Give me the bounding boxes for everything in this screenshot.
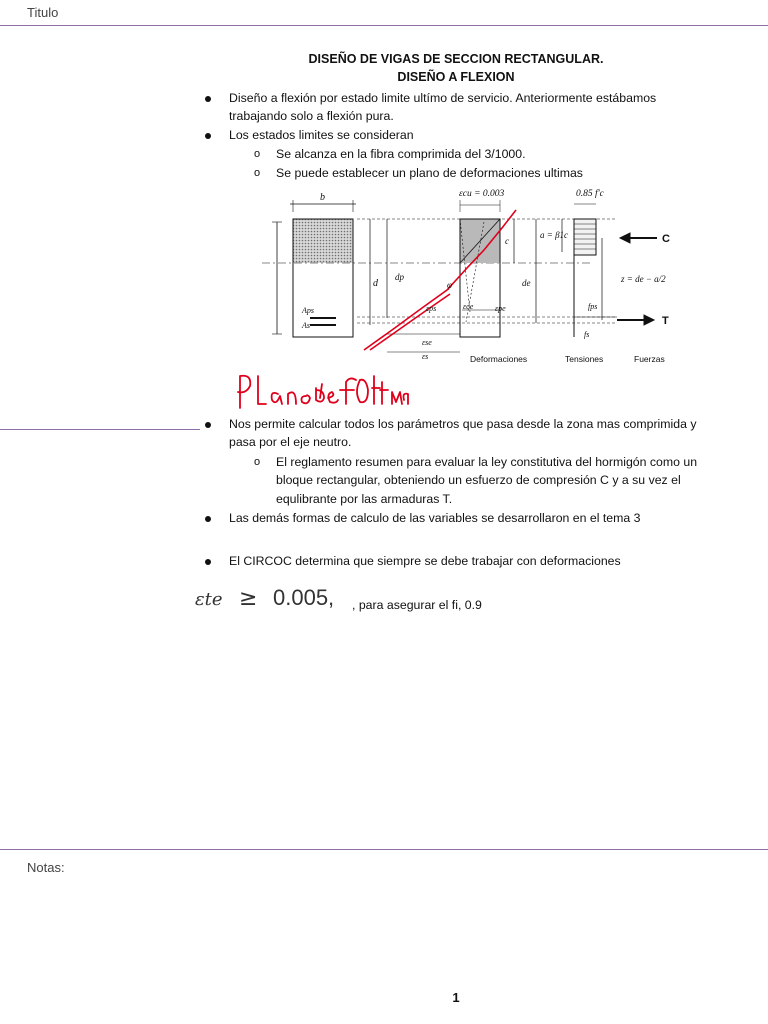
bullet-dot xyxy=(205,96,211,102)
sub-bullet-marker: o xyxy=(254,148,261,160)
page-number: 1 xyxy=(452,990,460,1005)
caption-fuerzas: Fuerzas xyxy=(634,354,665,364)
label-de: de xyxy=(522,278,531,288)
doc-subtitle: DISEÑO A FLEXION xyxy=(397,70,515,84)
sub-bullet-marker: o xyxy=(254,167,261,179)
label-aps: Aps xyxy=(302,306,314,315)
label-phi: φ xyxy=(447,280,452,290)
label-a: a = β1c xyxy=(540,230,569,240)
label-eps-pe: εpe xyxy=(495,304,506,313)
label-eps-s: εs xyxy=(422,352,429,361)
mid-rule xyxy=(0,429,200,430)
formula-symbol: εte xyxy=(195,589,223,610)
sub3-line1: El reglamento resumen para evaluar la ley constitutiva del hormigón como un xyxy=(276,455,698,469)
bullet4-text: Las demás formas de calculo de las variables se desarrollaron en el tema 3 xyxy=(229,511,641,525)
label-eps-ce: εce xyxy=(463,302,474,311)
header-label: Titulo xyxy=(27,5,59,20)
sub3-line3: equlibrante por las armaduras T. xyxy=(276,492,453,506)
bullet3-line1: Nos permite calcular todos los parámetros que pasa desde la zona mas comprimida y xyxy=(229,417,697,431)
label-fps: fps xyxy=(588,302,598,311)
label-c: c xyxy=(505,236,509,246)
bullet-dot xyxy=(205,559,211,565)
handwriting-text: Plano de f Ultima xyxy=(236,409,252,411)
bullet5-text: El CIRCOC determina que siempre se debe trabajar con deformaciones xyxy=(229,554,621,568)
bullet-dot xyxy=(205,133,211,139)
header-rule xyxy=(0,25,768,26)
label-b: b xyxy=(320,192,325,203)
label-T: T xyxy=(662,315,669,327)
formula-ge: ≥ xyxy=(239,586,258,611)
sub2-text: Se puede establecer un plano de deformaciones ultimas xyxy=(276,166,583,180)
label-fc: 0.85 f'c xyxy=(576,189,604,199)
notes-rule xyxy=(0,849,768,850)
notes-label: Notas: xyxy=(27,860,65,875)
formula-text: , para asegurar el fi, 0.9 xyxy=(352,598,482,612)
caption-deformaciones: Deformaciones xyxy=(470,354,528,364)
label-dp: dp xyxy=(395,272,404,282)
doc-title: DISEÑO DE VIGAS DE SECCION RECTANGULAR. xyxy=(308,52,604,66)
label-eps-se: εse xyxy=(422,338,432,347)
label-eps-ps: εps xyxy=(426,304,437,313)
bullet1-line1: Diseño a flexión por estado limite ultímo de servicio. Anteriormente estábamos xyxy=(229,91,657,105)
sub-bullet-marker: o xyxy=(254,456,261,468)
strain-formula-image xyxy=(193,577,353,617)
formula-value: 0.005, xyxy=(273,585,335,610)
caption-tensiones: Tensiones xyxy=(565,354,604,364)
label-fs: fs xyxy=(584,330,590,339)
label-C: C xyxy=(662,233,670,245)
label-as: As xyxy=(302,321,310,330)
sub1-text: Se alcanza en la fibra comprimida del 3/1000. xyxy=(276,147,526,161)
label-z: z = de − a/2 xyxy=(621,274,666,284)
label-d: d xyxy=(373,278,378,289)
stress-block xyxy=(574,204,617,337)
bullet-dot xyxy=(205,422,211,428)
label-ecu: εcu = 0.003 xyxy=(459,189,505,199)
bullet2-text: Los estados limites se consideran xyxy=(229,128,414,142)
bullet-dot xyxy=(205,516,211,522)
beam-section xyxy=(272,200,356,337)
flexure-strain-stress-diagram xyxy=(262,182,682,367)
sub3-line2: bloque rectangular, obteniendo un esfuerzo de compresión C y a su vez el xyxy=(276,473,681,487)
diagram-labels xyxy=(301,188,670,364)
bullet3-line2: pasa por el eje neutro. xyxy=(229,435,352,449)
handwritten-annotation xyxy=(232,368,412,412)
bullet1-line2: trabajando solo a flexión pura. xyxy=(229,109,394,123)
